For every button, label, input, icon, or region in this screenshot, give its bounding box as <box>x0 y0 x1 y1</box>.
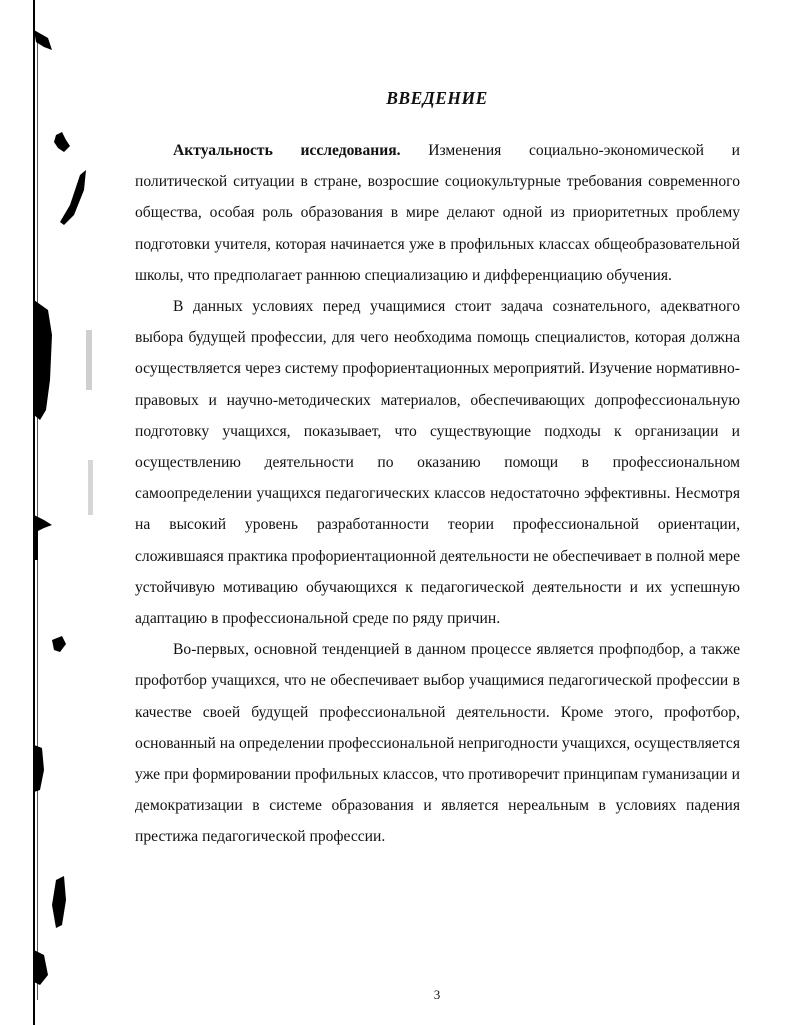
scan-noise <box>86 330 92 390</box>
scan-blot <box>54 132 70 152</box>
scan-blot <box>52 636 66 652</box>
page-number: 3 <box>433 987 441 1002</box>
body-text <box>135 135 740 853</box>
scan-blot <box>34 520 38 560</box>
paragraph-1 <box>135 135 740 291</box>
paragraph-lead: Актуальность исследования. <box>173 142 401 159</box>
scan-blot <box>52 876 66 928</box>
page-title: ВВЕДЕНИЕ <box>386 88 488 108</box>
scan-edge-artifacts <box>0 0 120 1025</box>
scan-blot <box>60 170 86 225</box>
paragraph-2 <box>135 291 740 634</box>
scan-blot <box>34 300 52 420</box>
paragraph-text: Изменения социально-экономической и политической ситуации в стране, возросшие социокультурные требования современного общества, особая роль образования в мире делают одной из приоритетных проблему подготовки учителя, которая начинается уже в профильных классах общеобразовательной школы, что предполагает раннюю специализацию и дифференциацию обучения. <box>135 142 741 284</box>
scan-blot <box>34 30 52 50</box>
paragraph-text: Во-первых, основной тенденцией в данном процессе является профподбор, а также профотбор учащихся, что не обеспечивает выбор учащимися педагогической профессии в качестве своей будущей профессиональной деятельности. Кроме этого, профотбор, основанный на определении профессиональной непригодности учащихся, осуществляется уже при формировании профильных классов, что противоречит принципам гуманизации и демократизации в системе образования и является нереальным в условиях падения престижа педагогической профессии. <box>135 641 740 846</box>
scan-blot <box>34 745 44 792</box>
binding-line <box>33 0 35 1025</box>
scan-noise <box>88 460 93 515</box>
paragraph-3 <box>135 634 740 852</box>
paragraph-text: В данных условиях перед учащимися стоит задача сознательного, адекватного выбора будущей профессии, для чего необходима помощь специалистов, которая должна осуществляется через систему профориентационных мероприятий. Изучение нормативно-правовых и научно-методических материалов, обеспечивающих допрофессиональную подготовку учащихся, показывает, что существующие подходы к организации и осуществлению деятельности по оказанию помощи в профессиональном самоопределении учащихся педагогических классов недостаточно эффективны. Несмотря на высокий уровень разработанности теории профессиональной ориентации, сложившаяся практика профориентационной деятельности не обеспечивает в полной мере устойчивую мотивацию обучающихся к педагогической деятельности и их успешную адаптацию в профессиональной среде по ряду причин. <box>135 298 740 628</box>
scan-blot <box>34 950 48 985</box>
